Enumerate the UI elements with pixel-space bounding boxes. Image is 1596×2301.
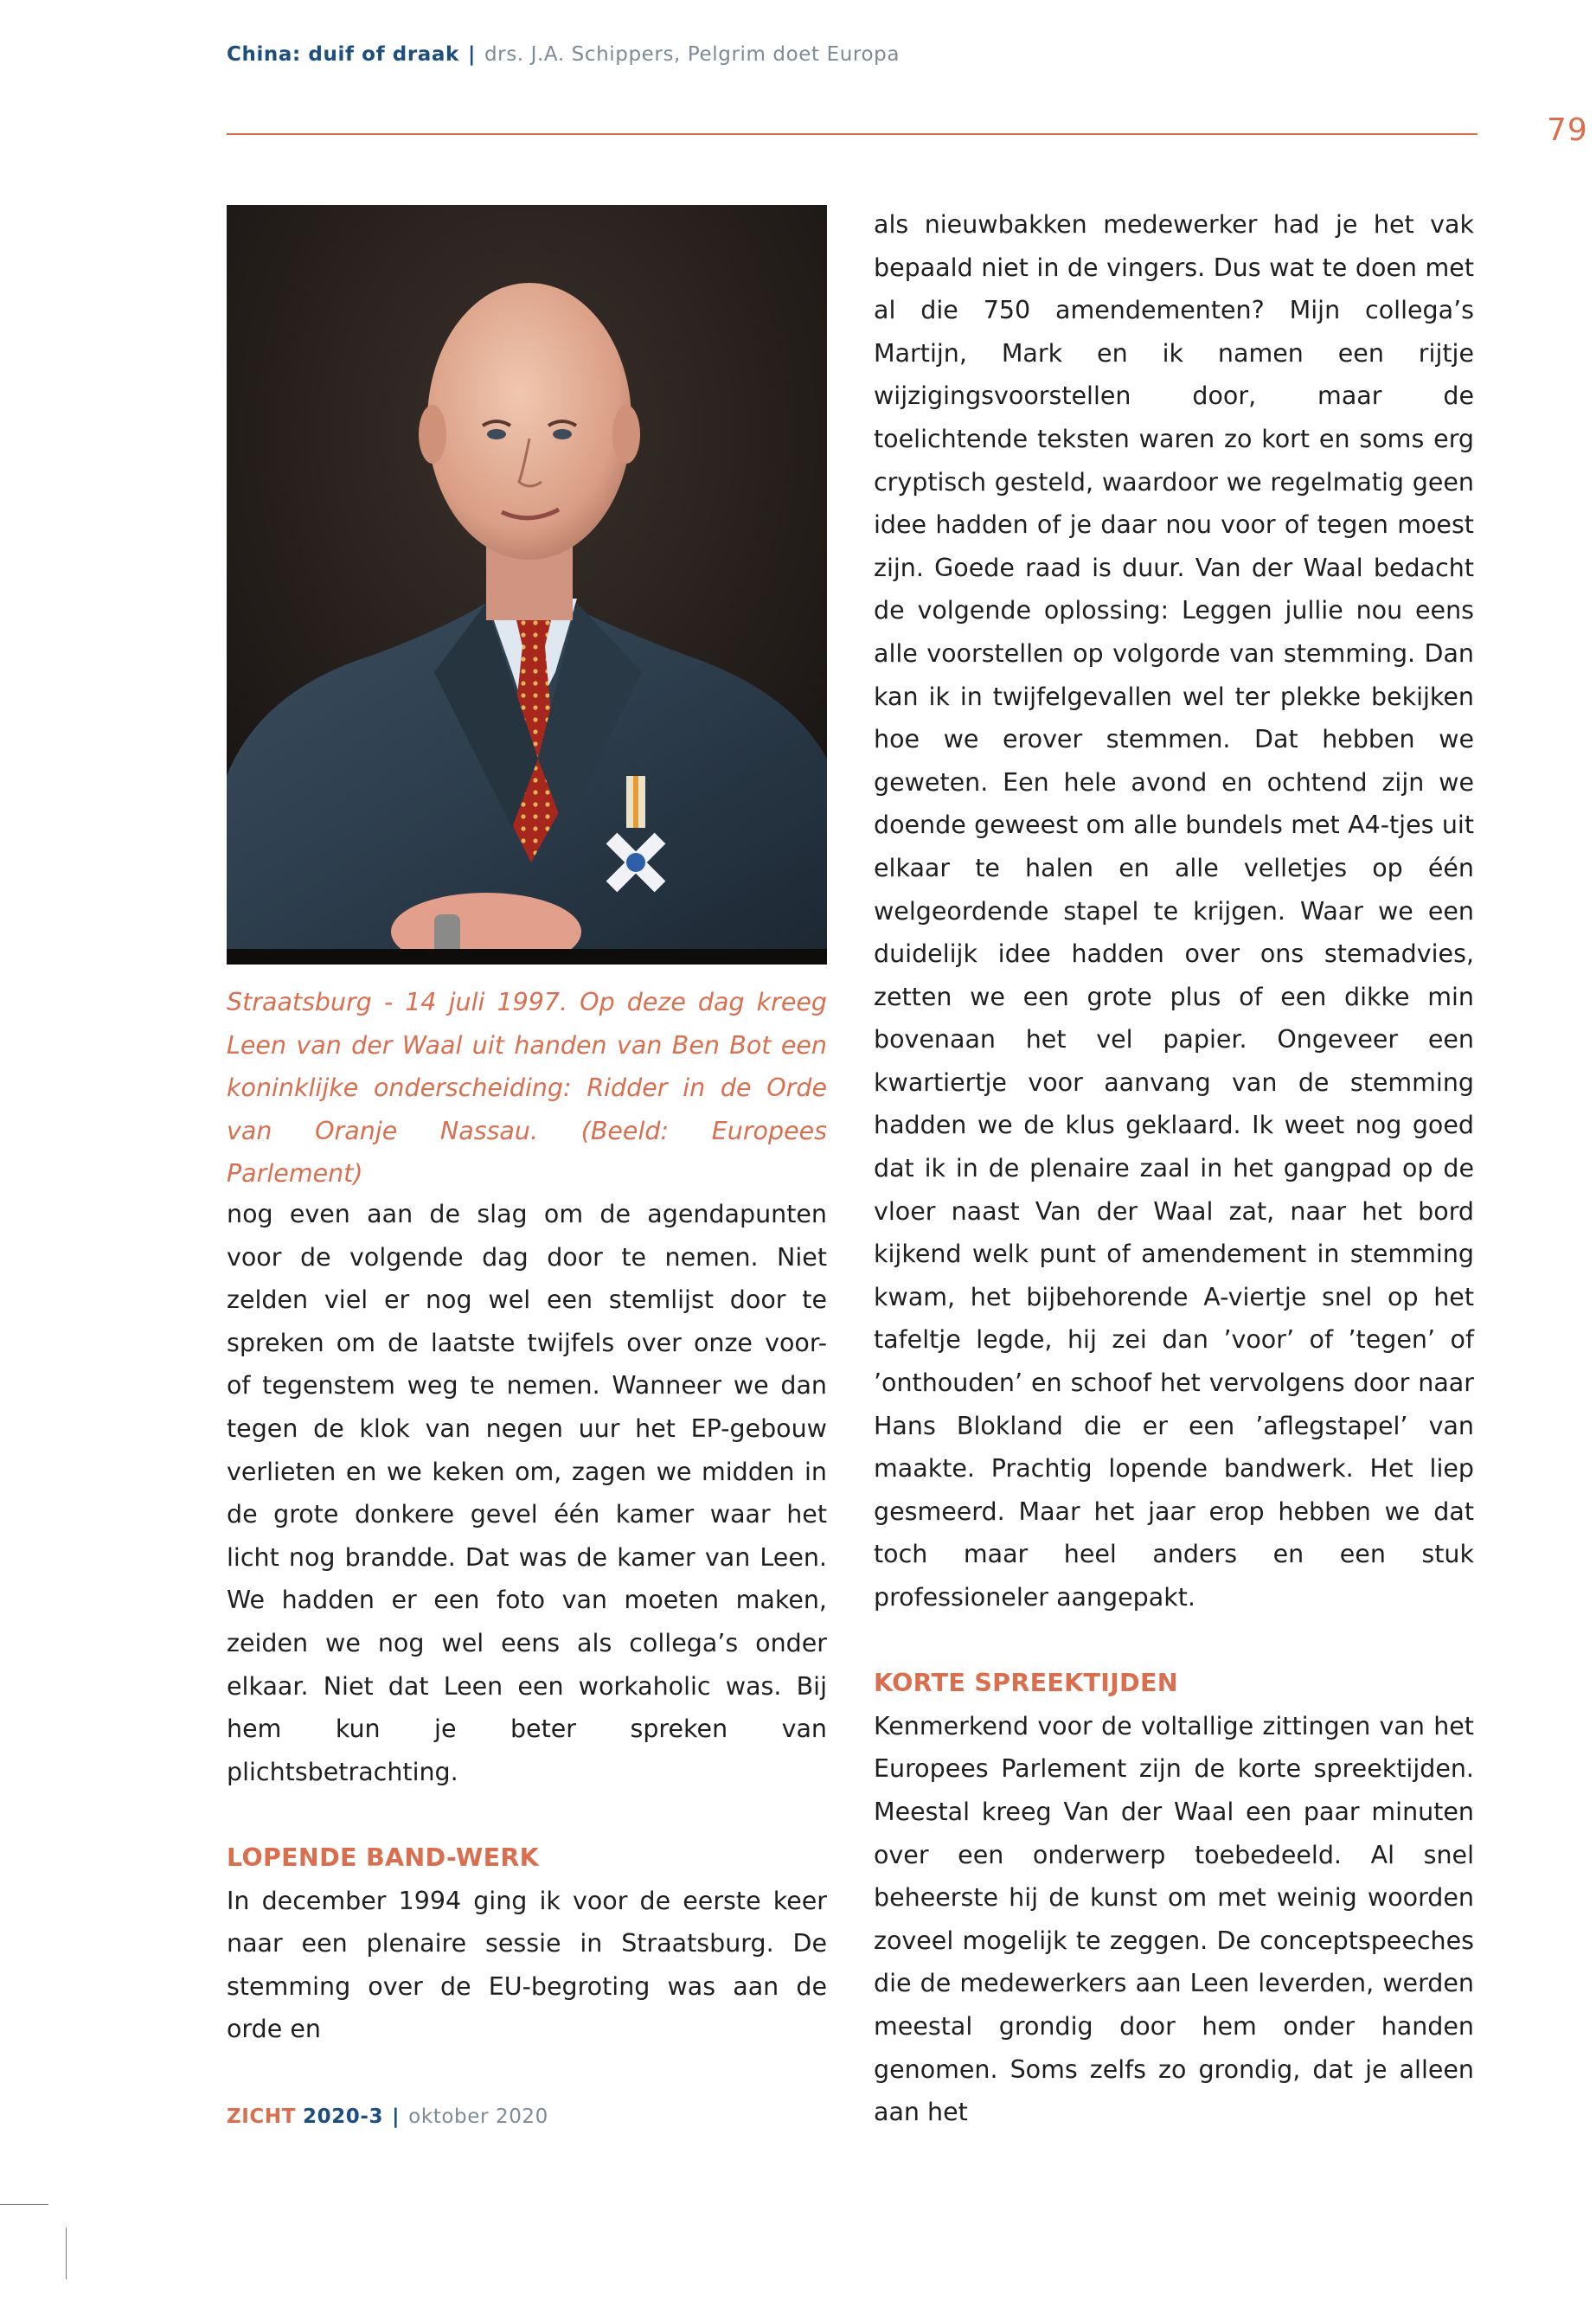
header-separator: |	[467, 43, 476, 66]
right-paragraph-2: Kenmerkend voor de voltallige zittingen van het Europees Parlement zijn de korte spreektijden. Meestal kreeg Van der Waal een paar minuten over een onderwerp toebedeeld. Al snel beheerste hij de kunst om met weinig woorden zoveel mogelijk te zeggen. De conceptspeeches die de medewerkers aan Leen leverden, werden meestal grondig door hem onder handen genomen. Soms zelfs zo grondig, dat je alleen aan het	[874, 1711, 1474, 2127]
header-rule	[227, 133, 1477, 135]
left-ear	[419, 405, 446, 464]
running-footer	[227, 2106, 548, 2128]
footer-separator: |	[392, 2106, 401, 2128]
section-heading-lopende-band-werk: LOPENDE BAND-WERK	[227, 1843, 540, 1872]
crop-mark-horizontal	[0, 2204, 48, 2205]
right-text-column	[874, 203, 1474, 2134]
medal-ribbon-orange	[633, 776, 638, 828]
header-series-title: China: duif of draak	[227, 43, 459, 66]
page-number: 79	[1547, 112, 1588, 148]
portrait-illustration	[227, 205, 827, 965]
left-paragraph-1: nog even aan de slag om de agendapunten voor de volgende dag door te nemen. Niet zelden viel er nog wel een stemlijst door te spreken om de laatste twijfels over onze voor- of tegenstem weg te nemen. Wanneer we dan tegen de klok van negen uur het EP-gebouw verlieten en we keken om, zagen we midden in de grote donkere gevel één kamer waar het licht nog brandde. Dat was de kamer van Leen. We hadden er een foto van moeten maken, zeiden we nog wel eens als collega’s onder elkaar. Niet dat Leen een workaholic was. Bij hem kun je beter spreken van plichtsbetrachting.	[227, 1200, 827, 1786]
footer-date: oktober 2020	[408, 2106, 548, 2128]
header-author: drs. J.A. Schippers, Pelgrim doet Europa	[484, 43, 901, 66]
right-ear	[612, 405, 640, 464]
left-paragraph-2: In december 1994 ging ik voor de eerste keer naar een plenaire sessie in Straatsburg. De stemming over de EU-begroting was aan de orde en	[227, 1886, 827, 2044]
left-text-column	[227, 1193, 827, 2051]
footer-issue: 2020-3	[302, 2106, 384, 2128]
photo-caption: Straatsburg - 14 juli 1997. Op deze dag kreeg Leen van der Waal uit handen van Ben Bot een koninklijke onderscheiding: Ridder in de Orde van Oranje Nassau. (Beeld: Europees Parlement)	[227, 988, 827, 1189]
right-paragraph-1: als nieuwbakken medewerker had je het vak bepaald niet in de vingers. Dus wat te doen met al die 750 amendementen? Mijn collega’s Martijn, Mark en ik namen een rijtje wijzigingsvoorstellen door, maar de toelichtende teksten waren zo kort en soms erg cryptisch gesteld, waardoor we regelmatig geen idee hadden of je daar nou voor of tegen moest zijn. Goede raad is duur. Van der Waal bedacht de volgende oplossing: Leggen jullie nou eens alle voorstellen op volgorde van stemming. Dan kan ik in twijfelgevallen wel ter plekke bekijken hoe we erover stemmen. Dat hebben we geweten. Een hele avond en ochtend zijn we doende geweest om alle bundels met A4-tjes uit elkaar te halen en alle velletjes op één welgeordende stapel te krijgen. Waar we een duidelijk idee hadden over ons stemadvies, zetten we een grote plus of een dikke min bovenaan het vel papier. Ongeveer een kwartiertje voor aanvang van de stemming hadden we de klus geklaard. Ik weet nog goed dat ik in de plenaire zaal in het gangpad op de vloer naast Van der Waal zat, naar het bord kijkend welk punt of amendement in stemming kwam, het bijbehorende A-viertje snel op het tafeltje legde, hij zei dan ’voor’ of ’tegen’ of ’onthouden’ en schoof het vervolgens door naar Hans Blokland die er een ’aflegstapel’ van maakte. Prachtig lopende bandwerk. Het liep gesmeerd. Maar het jaar erop hebben we dat toch maar heel anders en een stuk professioneler aangepakt.	[874, 210, 1474, 1612]
section-heading-korte-spreektijden: KORTE SPREEKTIJDEN	[874, 1669, 1178, 1698]
running-header	[227, 43, 900, 66]
footer-magazine: ZICHT	[227, 2106, 297, 2128]
portrait-photo	[227, 205, 827, 965]
crop-mark-vertical	[66, 2227, 67, 2279]
